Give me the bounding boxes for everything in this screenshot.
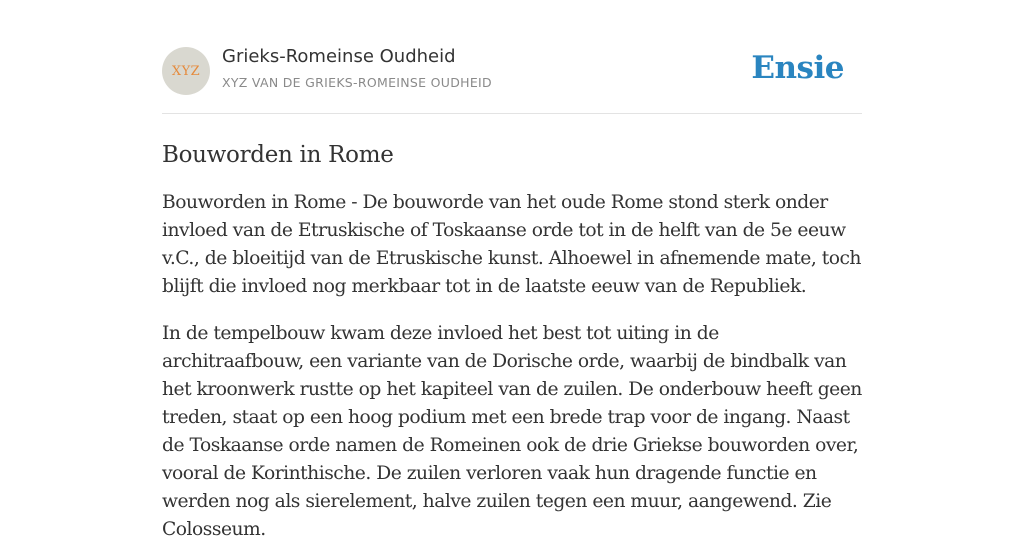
page-container xyxy=(162,0,862,544)
article-title: Bouworden in Rome xyxy=(162,142,394,168)
site-subtitle: XYZ VAN DE GRIEKS-ROMEINSE OUDHEID xyxy=(222,75,492,90)
article-paragraph: Bouworden in Rome - De bouworde van het oude Rome stond sterk onder invloed van de Etruskische of Toskaanse orde tot in de helft van de 5e eeuw v.C., de bloeitijd van de Etruskische kunst. Alhoewel in afnemende mate, toch blijft die invloed nog merkbaar tot in de laatste eeuw van de Republiek. xyxy=(162,192,861,297)
article-paragraph: In de tempelbouw kwam deze invloed het best tot uiting in de architraafbouw, een variante van de Dorische orde, waarbij de bindbalk van het kroonwerk rustte op het kapiteel van de zuilen. De onderbouw heeft geen treden, staat op een hoog podium met een brede trap voor de ingang. Naast de Toskaanse orde namen de Romeinen ook de drie Griekse bouworden over, vooral de Korinthische. De zuilen verloren vaak hun dragende functie en werden nog als sierelement, halve zuilen tegen een muur, aangewend. Zie Colosseum. xyxy=(162,323,862,540)
ensie-logo[interactable]: Ensie xyxy=(751,50,844,86)
site-name-link[interactable]: Grieks-Romeinse Oudheid xyxy=(222,46,456,67)
site-header xyxy=(162,0,862,114)
avatar-initials: XYZ xyxy=(171,63,201,79)
avatar[interactable] xyxy=(162,47,210,95)
